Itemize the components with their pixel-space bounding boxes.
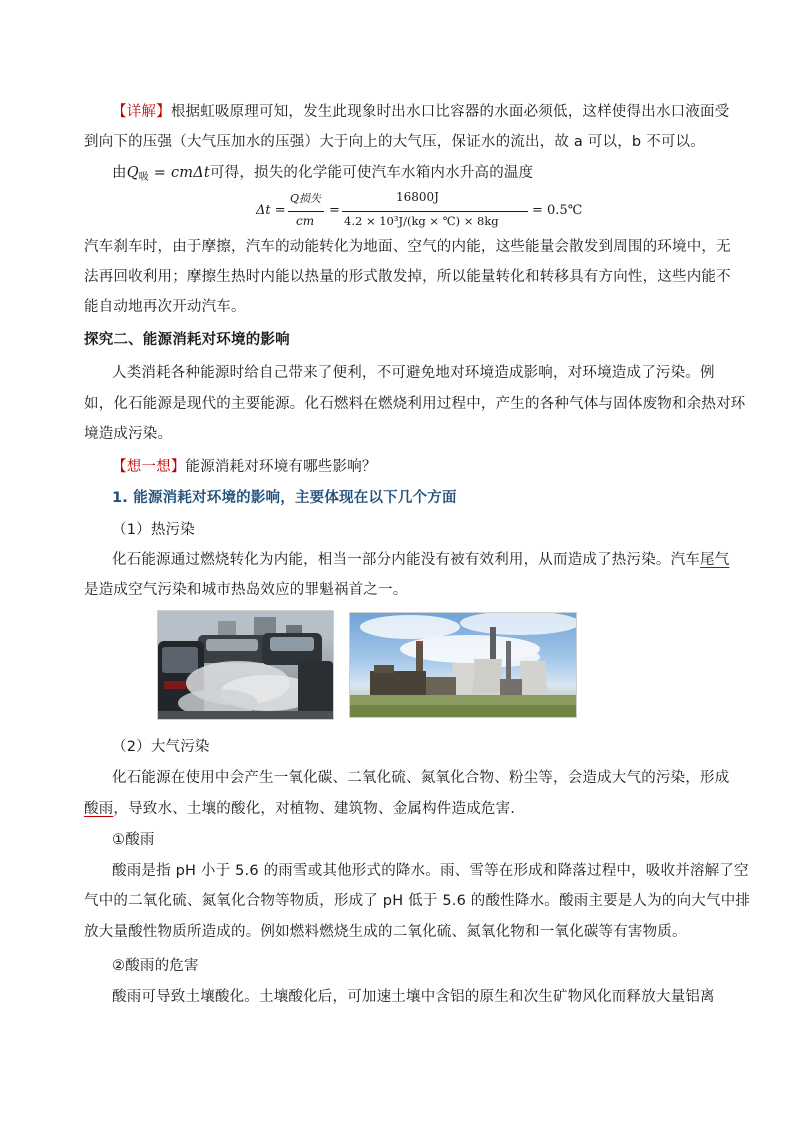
acid-line-3: 放大量酸性物质所造成的。例如燃料燃烧生成的二氧化硫、氮氧化物和一氧化碳等有害物质。 [84, 924, 687, 940]
brake-line-3: 能自动地再次开动汽车。 [84, 299, 246, 315]
point-1-heading: 1. 能源消耗对环境的影响，主要体现在以下几个方面 [112, 490, 457, 506]
acid-line-1: 酸雨是指 pH 小于 5.6 的雨雪或其他形式的降水。雨、雪等在形成和降落过程中，吸收并溶解了空 [112, 863, 749, 879]
brake-line-1: 汽车刹车时，由于摩擦，汽车的动能转化为地面、空气的内能，这些能量会散发到周围的环境中，无 [84, 239, 731, 255]
air-line-2 [84, 798, 704, 820]
detail-text-1: 根据虹吸原理可知，发生此现象时出水口比容器的水面必须低，这样使得出水口液面受 [170, 104, 730, 120]
env-line-2: 如，化石能源是现代的主要能源。化石燃料在燃烧利用过程中，产生的各种气体与固体废物和余热对环 [84, 396, 746, 412]
formula-frac1-bar [288, 211, 324, 212]
formula-eq1: = [329, 203, 340, 218]
formula-frac1-den: cm [296, 214, 315, 228]
car-exhaust-illustration [158, 611, 333, 719]
formula-intro-post: 可得，损失的化学能可使汽车水箱内水升高的温度 [209, 165, 534, 181]
formula-frac2-num: 16800J [396, 190, 439, 204]
power-plant-illustration [350, 613, 576, 717]
air-line-1: 化石能源在使用中会产生一氧化碳、二氧化硫、氮氧化合物、粉尘等，会造成大气的污染，形成 [112, 770, 730, 786]
subheading-air-pollution: （2）大气污染 [112, 739, 210, 755]
think-bracket-label: 【想一想】 [112, 459, 186, 475]
detail-line-1 [112, 101, 730, 123]
temperature-formula [256, 190, 583, 234]
formula-intro-pre: 由 [112, 165, 127, 181]
acid-harm-heading: ②酸雨的危害 [112, 958, 199, 974]
formula-frac2-den: 4.2 × 10³J/(kg × ℃) × 8kg [344, 214, 499, 228]
think-line [112, 456, 702, 478]
formula-frac1-num: Q损失 [290, 192, 322, 205]
subheading-heat-pollution: （1）热污染 [112, 522, 195, 538]
detail-bracket-label: 【详解】 [112, 104, 171, 120]
power-plant-photo [349, 612, 577, 718]
air-line-2-text: ，导致水、土壤的酸化，对植物、建筑物、金属构件造成危害. [113, 801, 516, 817]
formula-frac2-bar [342, 211, 528, 212]
harm-line-1: 酸雨可导致土壤酸化。土壤酸化后，可加速土壤中含铝的原生和次生矿物风化而释放大量铝离 [112, 989, 715, 1005]
brake-line-2: 法再回收利用；摩擦生热时内能以热量的形式散发掉，所以能量转化和转移具有方向性，这些内能不 [84, 269, 731, 285]
env-line-3: 境造成污染。 [84, 426, 173, 442]
detail-line-2: 到向下的压强（大气压加水的压强）大于向上的大气压，保证水的流出，故 a 可以，b 不可以。 [84, 134, 705, 150]
heat-line-1 [112, 549, 730, 571]
formula-lhs: Δt = [256, 203, 286, 218]
formula-intro-eq: = [149, 165, 171, 181]
heat-line-1-underlined: 尾气 [700, 552, 730, 568]
think-text: 能源消耗对环境有哪些影响？ [185, 459, 377, 475]
heat-line-2: 是造成空气污染和城市热岛效应的罪魁祸首之一。 [84, 582, 408, 598]
car-exhaust-photo [157, 610, 334, 720]
heat-line-1-text: 化石能源通过燃烧转化为内能，相当一部分内能没有被有效利用，从而造成了热污染。汽车 [112, 552, 700, 568]
formula-intro-q: Q [126, 165, 139, 181]
formula-result: = 0.5℃ [532, 203, 583, 218]
formula-intro-q-sub: 吸 [138, 172, 149, 183]
air-line-2-underlined: 酸雨 [84, 801, 114, 817]
acid-line-2: 气中的二氧化硫、氮氧化合物等物质，形成了 pH 低于 5.6 的酸性降水。酸雨主要是人为的向大气中排 [84, 893, 751, 909]
acid-rain-heading: ①酸雨 [112, 832, 155, 848]
section-title: 探究二、能源消耗对环境的影响 [84, 332, 290, 348]
formula-intro [112, 162, 702, 186]
formula-intro-rhs: cmΔt [170, 165, 210, 181]
env-line-1: 人类消耗各种能源时给自己带来了便利，不可避免地对环境造成影响，对环境造成了污染。例 [112, 365, 715, 381]
